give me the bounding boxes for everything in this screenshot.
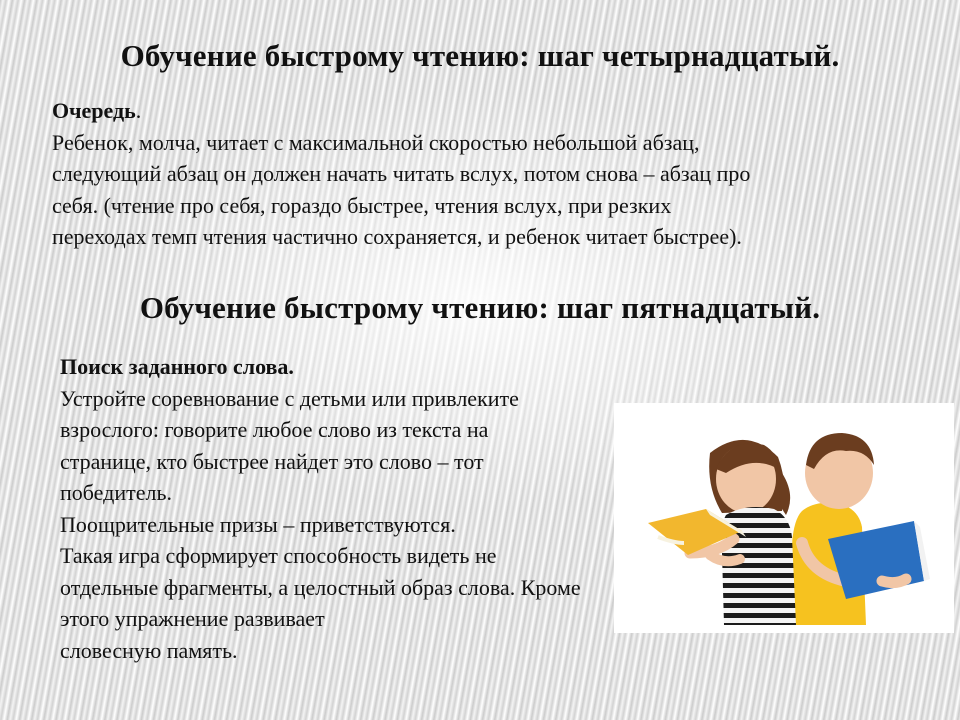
paragraph-line: странице, кто быстрее найдет это слово – тот (60, 448, 484, 474)
paragraph-line: победитель. (60, 480, 173, 505)
heading-step-15: Обучение быстрому чтению: шаг пятнадцатый. (139, 290, 821, 325)
paragraph-line: следующий абзац он должен начать читать вслух, потом снова – абзац про (52, 161, 751, 186)
text-block-step-14 (52, 95, 912, 253)
paragraph-line: Поощрительные призы – приветствуются. (60, 511, 456, 537)
paragraph-line: словесную память. (60, 637, 238, 663)
paragraph-line: себя. (чтение про себя, гораздо быстрее, чтения вслух, при резких (52, 192, 672, 218)
paragraph-line: Ребенок, молча, читает с максимальной скоростью небольшой абзац, (52, 129, 700, 155)
paragraph-line: этого упражнение развивает (60, 606, 325, 631)
children-reading-books-icon (614, 403, 954, 633)
heading-step-14: Обучение быстрому чтению: шаг четырнадцатый. (120, 38, 840, 73)
block-label: Очередь (52, 98, 136, 123)
paragraph-line: взрослого: говорите любое слово из текста на (60, 417, 489, 442)
block-label-line (52, 95, 912, 127)
paragraph-line: Устройте соревнование с детьми или привлеките (60, 385, 519, 411)
paragraph-line: Такая игра сформирует способность видеть не (60, 543, 497, 568)
children-reading-photo (614, 403, 954, 633)
paragraph-line: переходах темп чтения частично сохраняется, и ребенок читает быстрее). (52, 224, 742, 249)
block-label: Поиск заданного слова. (60, 354, 294, 379)
paragraph-line: отдельные фрагменты, а целостный образ слова. Кроме (60, 574, 581, 600)
block-label-suffix: . (135, 98, 142, 123)
text-block-step-15 (60, 351, 620, 666)
